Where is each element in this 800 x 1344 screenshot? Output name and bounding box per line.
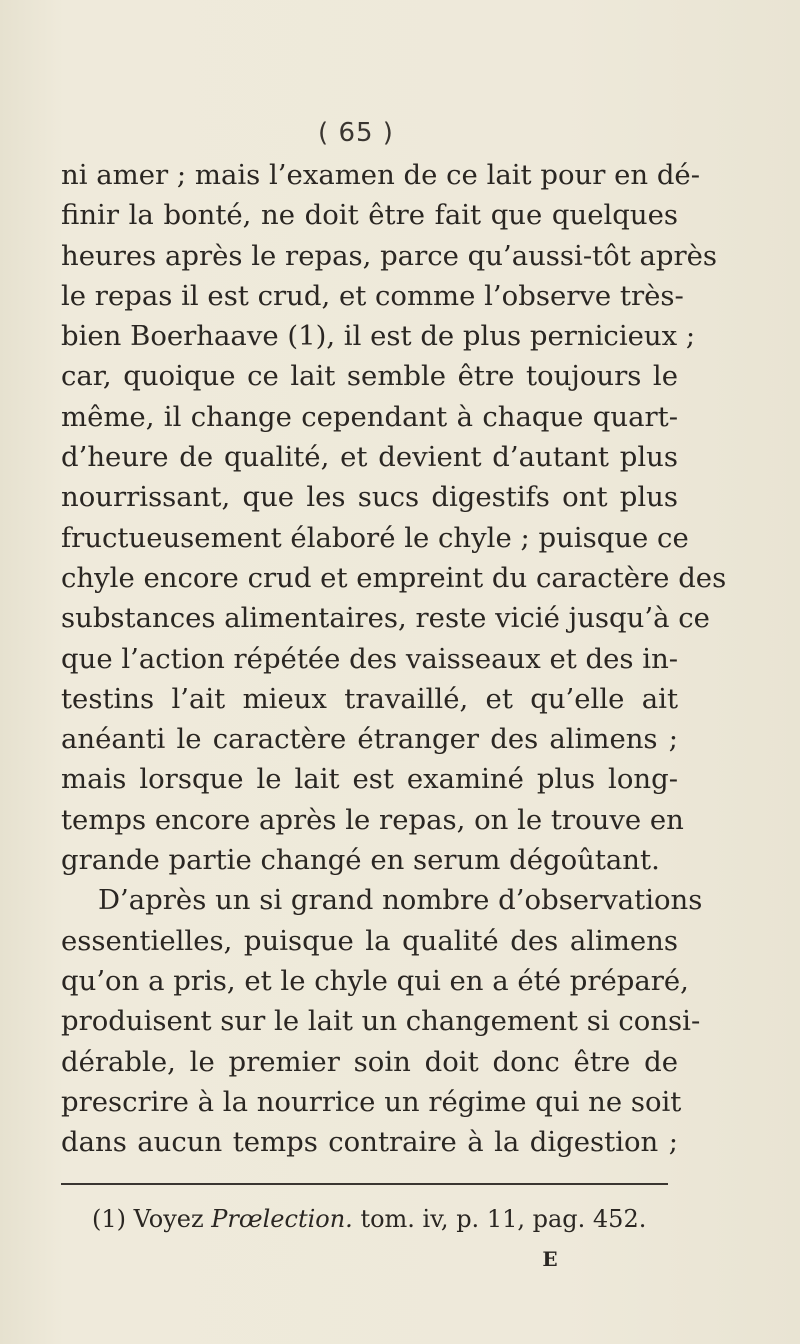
footnote — [92, 1205, 646, 1233]
text-line: prescrire à la nourrice un régime qui ne soit — [61, 1085, 682, 1118]
page-number-header: ( 65 ) — [318, 118, 394, 148]
text-line: essentielles, puisque la qualité des alimens — [61, 924, 678, 957]
text-line: fructueusement élaboré le chyle ; puisque ce — [61, 521, 689, 554]
body-text — [61, 155, 727, 1162]
text-line: bien Boerhaave (1), il est de plus pernicieux ; — [61, 320, 696, 353]
text-line: anéanti le caractère étranger des alimens ; — [61, 723, 678, 756]
text-line: heures après le repas, parce qu’aussi-tôt après — [61, 239, 718, 272]
text-line: testins l’ait mieux travaillé, et qu’elle ait — [61, 682, 678, 715]
text-line: produisent sur le lait un changement si consi- — [61, 1005, 701, 1038]
footnote-text-after: tom. iv, p. 11, pag. 452. — [360, 1205, 647, 1233]
footnote-work-title: Prœlection. — [211, 1205, 353, 1233]
text-line: mais lorsque le lait est examiné plus long- — [61, 763, 678, 796]
text-line: que l’action répétée des vaisseaux et des in- — [61, 642, 679, 675]
text-line: dans aucun temps contraire à la digestion ; — [61, 1126, 678, 1159]
text-line: nourrissant, que les sucs digestifs ont plus — [61, 481, 678, 514]
text-line: ni amer ; mais l’examen de ce lait pour en dé- — [61, 159, 700, 191]
text-line: D’après un si grand nombre d’observations — [98, 884, 703, 917]
footnote-text-before: Voyez — [133, 1205, 204, 1233]
text-line: finir la bonté, ne doit être fait que quelques — [61, 199, 678, 232]
footnote-separator — [61, 1183, 668, 1185]
text-line: le repas il est crud, et comme l’observe très- — [61, 279, 684, 312]
text-line: même, il change cependant à chaque quart- — [61, 400, 678, 433]
text-line: car, quoique ce lait semble être toujours le — [61, 360, 678, 393]
footnote-marker: (1) — [92, 1205, 126, 1233]
paragraph-1 — [61, 155, 727, 880]
text-line: dérable, le premier soin doit donc être de — [61, 1045, 678, 1078]
paragraph-2 — [61, 880, 703, 1162]
signature-mark: E — [542, 1247, 558, 1271]
text-line: grande partie changé en serum dégoûtant. — [61, 844, 660, 877]
text-line: substances alimentaires, reste vicié jusqu’à ce — [61, 602, 710, 635]
text-line: temps encore après le repas, on le trouve en — [61, 803, 684, 836]
text-line: d’heure de qualité, et devient d’autant plus — [61, 441, 678, 474]
text-line: chyle encore crud et empreint du caractère des — [61, 561, 727, 594]
text-line: qu’on a pris, et le chyle qui en a été préparé, — [61, 964, 689, 997]
